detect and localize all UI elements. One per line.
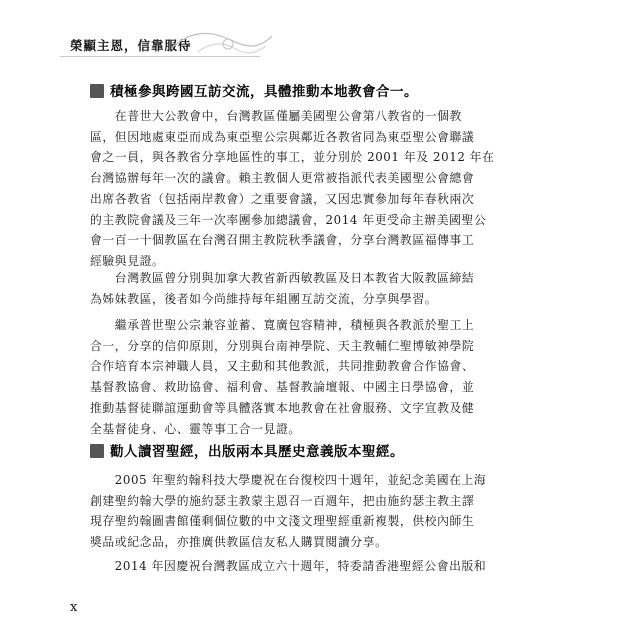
- paragraph: [90, 268, 562, 309]
- section-heading-text: 勸人讀習聖經，出版兩本具歷史意義版本聖經。: [110, 444, 404, 460]
- text-line: 合一，分享的信仰原則，分別與台南神學院、天主教輔仁聖博敏神學院: [90, 338, 475, 353]
- text-line: 2014 年因慶祝台灣教區成立六十週年，特委請香港聖經公會出版和: [90, 559, 487, 573]
- heading-marker-icon: [90, 444, 104, 458]
- text-line: 台灣協辦每年一次的議會。賴主教個人更常被指派代表美國聖公會總會: [90, 171, 475, 186]
- section-heading: [90, 80, 418, 100]
- text-line: 會一百一十個教區在台灣召開主教院秋季議會，分享台灣教區福傳事工: [90, 233, 475, 248]
- text-line: 台灣教區曾分別與加拿大教省新西敏教區及日本教省大阪教區締結: [90, 271, 475, 285]
- text-line: 會之一員，與各教省分享地區性的事工，並分別於 2001 年及 2012 年在: [90, 150, 495, 165]
- paragraph: [90, 315, 562, 439]
- text-line: 區，但因地處東亞而成為東亞聖公宗與鄰近各教省同為東亞聖公會聯議: [90, 129, 475, 144]
- section-heading: [90, 440, 404, 460]
- paragraph: [90, 470, 562, 553]
- text-line: 出席各教省（包括兩岸教會）之重要會議，又因忠實參加每年春秋兩次: [90, 191, 475, 206]
- text-line: 獎品或紀念品，亦推廣供教區信友私人購買閱讀分享。: [90, 535, 388, 550]
- text-line: 推動基督徒聯誼運動會等具體落實本地教會在社會服務、文字宣教及健: [90, 400, 475, 415]
- section-heading-text: 積極參與跨國互訪交流，具體推動本地教會合一。: [110, 84, 418, 100]
- header-divider: [60, 56, 260, 57]
- text-line: 繼承普世聖公宗兼容並蓄、寬廣包容精神，積極與各教派於聖工上: [90, 318, 475, 332]
- text-line: 現存聖約翰圖書館僅剩個位數的中文淺文理聖經重新複製，供校內師生: [90, 514, 475, 529]
- paragraph: [90, 106, 562, 272]
- heading-marker-icon: [90, 84, 104, 98]
- text-line: 經驗與見證。: [90, 253, 165, 268]
- text-line: 全基督徒身、心、靈等事工合一見證。: [90, 421, 301, 436]
- swirl-ornament-icon: [168, 26, 278, 60]
- text-line: 為姊妹教區，後者如今尚維持每年組團互訪交流，分享與學習。: [90, 291, 438, 306]
- text-line: 合作培育本宗神職人員，又主動和其他教派，共同推動教會合作協會、: [90, 359, 475, 374]
- text-line: 創建聖約翰大學的施約瑟主教蒙主恩召一百週年，把由施約瑟主教主譯: [90, 493, 475, 508]
- running-header: 榮顯主恩，信靠服侍: [70, 38, 192, 53]
- text-line: 的主教院會議及三年一次率團參加總議會，2014 年更受命主辦美國聖公: [90, 212, 487, 227]
- text-line: 在普世大公教會中，台灣教區僅屬美國聖公會第八教省的一個教: [90, 109, 462, 123]
- page-number: x: [70, 600, 78, 615]
- text-line: 基督教協會、救助協會、福利會、基督教論壇報、中國主日學協會，並: [90, 380, 475, 395]
- paragraph: [90, 556, 562, 577]
- text-line: 2005 年聖約翰科技大學慶祝在台復校四十週年，並紀念美國在上海: [90, 473, 487, 487]
